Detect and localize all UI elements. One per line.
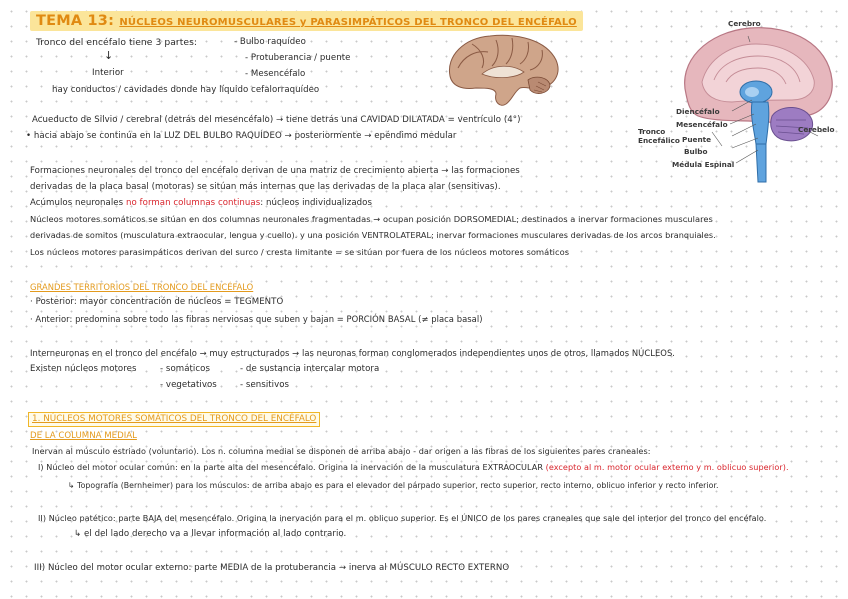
motor-ocular-comun: I) Núcleo del motor ocular común: en la parte alta del mesencéfalo. Origina la inervación de la musculatura EXTRAOCULAR (excepto al m. motor ocular externo y m. oblicuo superior). xyxy=(38,462,789,472)
intro-conductos: hay conductos / cavidades donde hay líquido cefalorraquídeo xyxy=(52,85,320,95)
acueducto-continuation: • hacia abajo se continúa en la LUZ DEL BULBO RAQUÍDEO → posteriormente → epéndimo medular xyxy=(26,131,457,141)
territorios-heading: GRANDES TERRITORIOS DEL TRONCO DEL ENCÉFALO xyxy=(30,282,254,292)
interior-label: Interior xyxy=(92,68,124,78)
section-1-heading: 1. NÚCLEOS MOTORES SOMÁTICOS DEL TRONCO DEL ENCÉFALO xyxy=(28,412,320,427)
label-diencefalo: Diencéfalo xyxy=(676,107,720,116)
brain-sagittal-image xyxy=(442,30,564,110)
motor-ocular-externo: III) Núcleo del motor ocular externo: parte MEDIA de la protuberancia → inerva al MÚSCULO RECTO EXTERNO xyxy=(34,563,510,573)
formaciones-line-2: derivadas de la placa basal (motoras) se sitúan más internas que las derivadas de la placa alar (sensitivas). xyxy=(30,182,501,192)
formaciones-line-6: Los núcleos motores parasimpáticos derivan del surco / cresta limitante = se sitúan por fuera de los núcleos motores somáticos xyxy=(30,247,570,257)
nucleos-motores-label: Existen núcleos motores xyxy=(30,364,137,374)
label-tronco: Tronco xyxy=(638,127,666,136)
formaciones-line-1: Formaciones neuronales del tronco del encéfalo derivan de una matriz de crecimiento abierta → las formaciones xyxy=(30,166,520,176)
territorio-posterior: · Posterior: mayor concentración de núcleos = TEGMENTO xyxy=(30,297,284,307)
nucleo-somaticos: - somáticos xyxy=(160,364,210,374)
label-cerebro: Cerebro xyxy=(728,19,761,28)
nucleo-vegetativos: - vegetativos xyxy=(160,380,217,390)
acueducto-line: Acueducto de Silvio / cerebral (detrás del mesencéfalo) → tiene detrás una CAVIDAD DILATADA = ventrículo (4°) xyxy=(32,115,521,125)
label-cerebelo: Cerebelo xyxy=(798,125,835,134)
formaciones-line-5: derivadas de somitos (musculatura extraocular, lengua y cuello). y una posición VENTROLATERAL; inervar formaciones musculares derivadas de los arcos branquiales. xyxy=(30,230,716,240)
intro-part-protuberancia: - Protuberancia / puente xyxy=(245,53,351,63)
label-encefalico: Encefálico xyxy=(638,136,680,145)
formaciones-line-4: Núcleos motores somáticos se sitúan en dos columnas neuronales fragmentadas → ocupan posición DORSOMEDIAL; destinados a inervar formaciones musculares xyxy=(30,214,713,224)
label-bulbo: Bulbo xyxy=(684,147,708,156)
page-title: TEMA 13: NÚCLEOS NEUROMUSCULARES y PARASIMPÁTICOS DEL TRONCO DEL ENCÉFALO xyxy=(30,11,583,31)
interneuronas-line: Interneuronas en el tronco del encéfalo → muy estructurados → las neuronas forman conglomerados independientes unos de otros, llamados NÚCLEOS. xyxy=(30,348,676,358)
patetico-lado-contrario: ↳ el del lado derecho va a llevar información al lado contrario. xyxy=(74,529,347,539)
intro-part-bulbo: - Bulbo raquídeo xyxy=(234,37,306,47)
label-puente: Puente xyxy=(682,135,712,144)
intro-line: Tronco del encéfalo tiene 3 partes: xyxy=(36,37,198,48)
nucleo-patetico: II) Núcleo patético: parte BAJA del mesencéfalo. Origina la inervación para el m. oblicuo superior. Es el ÚNICO de los pares craneales que sale del interior del tronco del encéfalo. xyxy=(38,513,767,523)
section-1-subheading: DE LA COLUMNA MEDIAL xyxy=(30,431,137,441)
topografia-bernheimer: ↳ Topografía (Bernheimer) para los músculos: de arriba abajo es para el elevador del párpado superior, recto superior, recto interno, oblicuo inferior y recto inferior. xyxy=(68,481,719,490)
label-medula: Médula Espinal xyxy=(672,160,735,169)
section-1-intro: Inervan al músculo estriado (voluntario). Los n. columna medial se disponen de arriba abajo - dar origen a las fibras de los siguientes pares craneales: xyxy=(32,446,651,456)
territorio-anterior: · Anterior: predomina sobre todo las fibras nerviosas que suben y bajan = PORCIÓN BASAL (≠ placa basal) xyxy=(30,314,483,324)
label-mesencefalo: Mesencéfalo xyxy=(676,120,728,129)
nucleo-sustancia-intercalar: - de sustancia intercalar motora xyxy=(240,364,380,374)
nucleo-sensitivos: - sensitivos xyxy=(240,380,290,390)
formaciones-line-3: Acúmulos neuronales no forman columnas continuas: núcleos individualizados xyxy=(30,198,372,208)
down-arrow-icon: ↓ xyxy=(104,49,114,62)
intro-part-mesencefalo: - Mesencéfalo xyxy=(245,69,306,79)
